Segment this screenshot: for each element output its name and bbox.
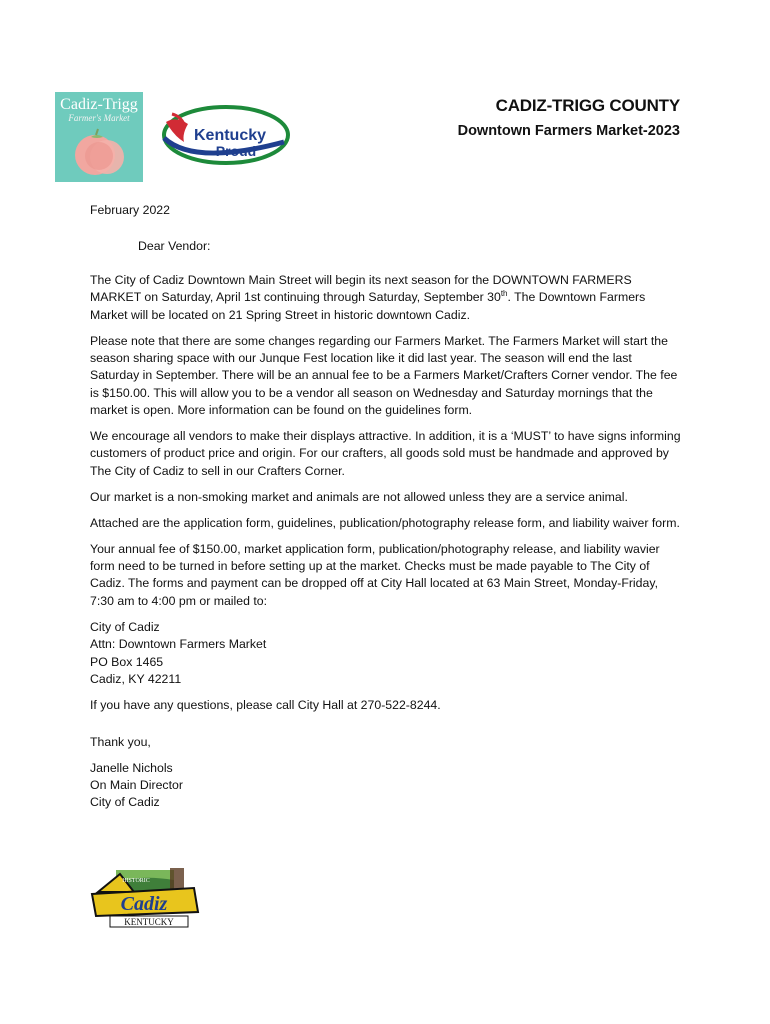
paragraph-season: The City of Cadiz Downtown Main Street will begin its next season for the DOWNTOWN FARMERS MARKET on Saturday, April 1st continuing through Saturday, September 30th. The Downtown Farmers Market will be located on 21 Spring Street in historic downtown Cadiz. bbox=[90, 272, 646, 322]
salutation: Dear Vendor: bbox=[138, 239, 211, 254]
paragraph-attachments: Attached are the application form, guidelines, publication/photography release form, and liability waiver form. bbox=[90, 515, 680, 530]
market-logo-subtitle: Farmer's Market bbox=[68, 113, 130, 123]
signature-name: Janelle Nichols bbox=[90, 760, 173, 775]
address-line: Cadiz, KY 42211 bbox=[90, 671, 182, 686]
ky-proud-line1: Kentucky bbox=[193, 127, 267, 144]
address-line: Attn: Downtown Farmers Market bbox=[90, 637, 267, 652]
letter-date: February 2022 bbox=[90, 203, 170, 217]
paragraph-questions: If you have any questions, please call City Hall at 270-522-8244. bbox=[90, 698, 441, 713]
ky-proud-line2: Proud bbox=[215, 143, 257, 159]
city-logo-historic: HISTORIC bbox=[122, 878, 150, 884]
address-line: PO Box 1465 bbox=[90, 654, 164, 669]
paragraph-fee: Your annual fee of $150.00, market application form, publication/photography release, and liability wavier form need to be turned in before setting up at the market. Checks must be made payable to The City of Cadiz. The forms and payment can be dropped off at City Hall located at 63 Main Street, Monday-Friday, 7:30 am to 4:00 pm or mailed to: bbox=[90, 541, 660, 608]
market-logo-title: Cadiz-Trigg bbox=[60, 96, 138, 113]
letterhead-title: CADIZ-TRIGG COUNTY bbox=[495, 96, 680, 115]
tomato-icon bbox=[69, 125, 129, 181]
city-logo-state: KENTUCKY bbox=[124, 917, 174, 927]
signature-org: City of Cadiz bbox=[90, 795, 160, 810]
signature-title: On Main Director bbox=[90, 777, 183, 792]
letterhead-subtitle: Downtown Farmers Market-2023 bbox=[457, 123, 680, 139]
kentucky-proud-logo bbox=[160, 104, 292, 166]
address-line: City of Cadiz bbox=[90, 619, 160, 634]
paragraph-displays: We encourage all vendors to make their displays attractive. In addition, it is a ‘MUST’ to have signs informing customers of product price and origin. For our crafters, all goods sold must be handmade and approved by The City of Cadiz to sell in our Crafters Corner. bbox=[90, 429, 681, 478]
closing: Thank you, bbox=[90, 734, 151, 749]
mailing-address bbox=[90, 619, 682, 689]
city-logo-name: Cadiz bbox=[120, 893, 168, 915]
cadiz-kentucky-logo bbox=[90, 866, 202, 928]
paragraph-nonsmoking: Our market is a non-smoking market and animals are not allowed unless they are a service animal. bbox=[90, 489, 628, 504]
market-logo bbox=[55, 92, 143, 182]
signature-block bbox=[90, 760, 682, 812]
paragraph-changes: Please note that there are some changes regarding our Farmers Market. The Farmers Market will start the season sharing space with our Junque Fest location like it did last year. The season will end the last Saturday in September. There will be an annual fee to be a Farmers Market/Crafters Corner vendor. The fee is $150.00. This will allow you to be a vendor all season on Wednesday and Saturday mornings that the market is open. More information can be found on the guidelines form. bbox=[90, 333, 678, 418]
letter-body bbox=[90, 202, 682, 812]
